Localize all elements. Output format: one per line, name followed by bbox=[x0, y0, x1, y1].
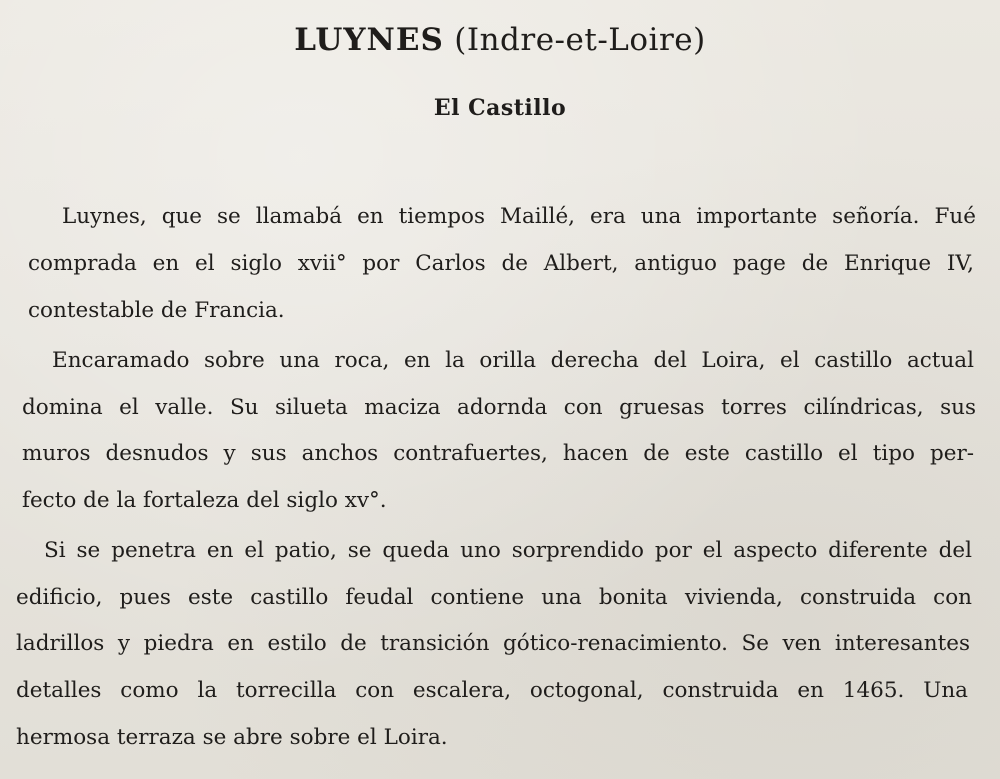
document-subtitle: El Castillo bbox=[433, 95, 567, 121]
text-line: domina el valle. Su silueta maciza adornda con gruesas torres cilíndricas, sus bbox=[22, 395, 976, 420]
text-line: detalles como la torrecilla con escalera, octogonal, construida en 1465. Una bbox=[16, 678, 968, 703]
text-line: hermosa terraza se abre sobre el Loira. bbox=[16, 725, 448, 750]
document-title bbox=[0, 22, 1000, 58]
text-line: Si se penetra en el patio, se queda uno sorprendido por el aspecto diferente del bbox=[44, 538, 972, 563]
text-line: contestable de Francia. bbox=[28, 298, 285, 323]
region-name: (Indre-et-Loire) bbox=[454, 22, 706, 58]
place-name: LUYNES bbox=[294, 22, 444, 58]
text-line: edificio, pues este castillo feudal contiene una bonita vivienda, construida con bbox=[16, 585, 972, 610]
text-line: muros desnudos y sus anchos contrafuertes, hacen de este castillo el tipo per- bbox=[22, 441, 974, 466]
text-line: ladrillos y piedra en estilo de transición gótico-renacimiento. Se ven interesantes bbox=[16, 631, 970, 656]
text-line: Luynes, que se llamabá en tiempos Maillé, era una importante señoría. Fué bbox=[62, 204, 976, 229]
text-line: comprada en el siglo xvii° por Carlos de Albert, antiguo page de Enrique IV, bbox=[28, 251, 974, 276]
text-line: Encaramado sobre una roca, en la orilla derecha del Loira, el castillo actual bbox=[52, 348, 974, 373]
text-line: fecto de la fortaleza del siglo xv°. bbox=[22, 488, 387, 513]
